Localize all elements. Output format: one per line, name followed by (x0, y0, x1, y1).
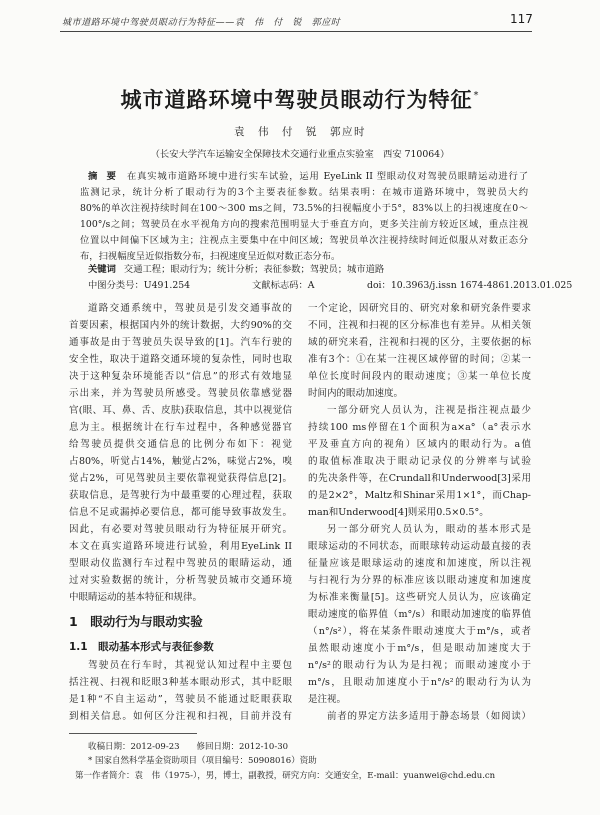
body-text-line: 时间内的眼动加速度。 (308, 388, 404, 399)
abstract-line: 布，扫视幅度呈近似指数分布，扫视速度呈近似对数正态分布。 (80, 251, 341, 262)
body-text-line: 本文在真实道路环境进行试验，利用EyeLink II (69, 541, 292, 552)
body-text-line: 前者的界定方法多适用于静态场景（如阅读） (327, 711, 531, 722)
header-rule (60, 31, 532, 32)
footnote-rule (69, 733, 197, 734)
body-text-line: 的是2×2°，Maltz和Shinar采用1×1°，而Chap- (308, 490, 531, 501)
abstract-line: 位置以中间偏下区域为主；注视点主要集中在中间区域；驾驶员单次注视持续时间近似服从对数正态分 (80, 235, 528, 246)
abstract-label: 摘 要 (88, 171, 116, 182)
page-number: 117 (510, 12, 533, 26)
body-text-line: 单位长度时间段内的眼动速度；③某一单位长度 (308, 371, 531, 382)
body-text-line: 示出来，并为驾驶员所感受。驾驶员依靠感觉器 (69, 388, 292, 399)
body-text-line: （n°/s²），将在某条件眼动速度大于m°/s，或者 (308, 626, 531, 637)
body-text-line: 准有3个：①在某一注视区域停留的时间；②某一 (308, 354, 531, 365)
body-text-line: 过对实验数据的统计，分析驾驶员城市交通环境 (69, 575, 292, 586)
body-text-line: 持续100 ms停留在1个面积为a×a°（a°表示水 (308, 422, 531, 433)
title-footnote-marker: * (473, 90, 480, 101)
body-text-line: 首要因素，根据国内外的统计数据，大约90%的交 (69, 320, 292, 331)
velocity-criterion-paragraph (308, 521, 531, 708)
footnote-dates: 收稿日期：2012-09-23 修回日期：2012-10-30 (88, 742, 289, 752)
body-text-line: 的取值标准取决于眼动记录仪的分辨率与试验 (308, 456, 531, 467)
footnote-author-bio: 第一作者简介：袁 伟（1975-），男，博士，副教授，研究方向：交通安全，E-mail：yuanwei@chd.edu.cn (75, 771, 496, 781)
running-header-title: 城市道路环境中驾驶员眼动行为特征——袁 伟 付 锐 郭应时 (62, 18, 341, 28)
article-title (0, 84, 600, 114)
body-text-line: n°/s²的眼动行为认为是扫视；而眼动速度小于 (308, 660, 531, 671)
body-text-line: 括注视、扫视和眨眼3种基本眼动形式，其中眨眼 (69, 677, 292, 688)
section-1-1-paragraph (69, 657, 292, 725)
body-text-line: 域的研究来看，注视和扫视的区分，主要依据的标 (308, 337, 531, 348)
abstract-line: 80%的单次注视持续时间在100～300 ms之间，73.5%的扫视幅度小于5°，83%以上的扫视速度在0～ (80, 203, 528, 214)
body-text-line: 眼动速度的临界值（m°/s）和眼动加速度的临界值 (308, 609, 531, 620)
abstract-body (80, 169, 528, 265)
abstract-line: 监测记录，统计分析了眼动行为的3个主要表征参数。结果表明：在城市道路环境中，驾驶员大约 (80, 187, 528, 198)
article-title-text: 城市道路环境中驾驶员眼动行为特征 (120, 88, 473, 112)
body-text-line: 是1种“不自主运动”，驾驶员不能通过眨眼获取 (69, 694, 292, 705)
body-text-line: 息为主。根据统计在行车过程中，各种感觉器官 (69, 422, 292, 433)
body-text-line: 决于这种复杂环境能否以“信息”的形式有效地显 (69, 371, 292, 382)
body-text-line: 虽然眼动速度小于m°/s，但是眼动加速度大于 (308, 643, 531, 654)
body-text-line: 驾驶员在行车时，其视觉认知过程中主要包 (88, 660, 292, 671)
body-text-line: 因此，有必要对驾驶员眼动行为特征展开研究。 (69, 524, 292, 535)
closing-paragraph (308, 708, 531, 725)
body-text-line: 不同，注视和扫视的区分标准也有差异。从相关领 (308, 320, 531, 331)
continued-paragraph (308, 300, 531, 402)
body-text-line: 道路交通系统中，驾驶员是引发交通事故的 (88, 303, 292, 314)
body-text-line: 给驾驶员提供交通信息的比例分布如下：视觉 (69, 439, 292, 450)
body-text-line: 另一部分研究人员认为，眼动的基本形式是 (327, 524, 531, 535)
body-text-line: 通事故是由于驾驶员失误导致的[1]。汽车行驶的 (69, 337, 292, 348)
intro-paragraph (69, 300, 292, 606)
body-text-line: 平及垂直方向的视角）区域内的眼动行为。a值 (308, 439, 531, 450)
section-heading-1: 1 眼动行为与眼动实验 (69, 614, 203, 629)
fixation-definition-paragraph (308, 402, 531, 521)
body-text-line: 中眼睛运动的基本特征和规律。 (69, 592, 203, 603)
body-text-line: 到相关信息。如何区分注视和扫视，目前并没有 (69, 711, 292, 722)
body-text-line: 的先决条件等，在Crundall和Underwood[3]采用 (308, 473, 531, 484)
section-heading-1-1: 1.1 眼动基本形式与表征参数 (69, 641, 214, 653)
body-text-line: 安全性，取决于道路交通环境的复杂性，同时也取 (69, 354, 292, 365)
keywords (88, 262, 528, 278)
keywords-text: 交通工程；眼动行为；统计分析；表征参数；驾驶员；城市道路 (123, 264, 385, 275)
body-text-line: 型眼动仪监测行车过程中驾驶员的眼睛运动，通 (69, 558, 292, 569)
body-text-line: 官(眼、耳、鼻、舌、皮肤)获取信息，其中以视觉信 (69, 405, 292, 416)
body-text-line: 信息不足或漏掉必要信息，都可能导致事故发生。 (69, 507, 292, 518)
affiliation: （长安大学汽车运输安全保障技术交通行业重点实验室 西安 710064） (150, 149, 450, 160)
body-text-line: 获取信息，是驾驶行为中最重要的心理过程，获取 (69, 490, 292, 501)
body-text-line: 占80%，听觉占14%，触觉占2%，味觉占2%，嗅 (69, 456, 292, 467)
clc-number: 中图分类号：U491.254 (88, 280, 191, 291)
body-text-line: m°/s，且眼动加速度小于n°/s²的眼动行为认为 (308, 677, 531, 688)
body-text-line: 是注视。 (308, 694, 347, 705)
body-text-line: 一个定论，因研究目的、研究对象和研究条件要求 (308, 303, 531, 314)
author-list: 袁 伟 付 锐 郭应时 (234, 126, 366, 138)
body-text-line: 征量应该是眼球运动的速度和加速度，所以注视 (308, 558, 531, 569)
body-text-line: man和Underwood[4]则采用0.5×0.5°。 (308, 507, 489, 518)
body-text-line: 觉占2%，可见驾驶员主要依靠视觉获得信息[2]。 (69, 473, 292, 484)
abstract-line: 100°/s之间；驾驶员在水平视角方向的搜索范围明显大于垂直方向，更多关注前方较近区域，重点注视 (80, 219, 528, 230)
abstract-line: 在真实城市道路环境中进行实车试验，运用 EyeLink II 型眼动仪对驾驶员眼睛运动进行了 (127, 171, 528, 182)
document-code: 文献标志码：A (252, 280, 315, 291)
body-text-line: 眼球运动的不同状态，而眼球转动运动最直接的表 (308, 541, 531, 552)
body-text-line: 为标准来衡量[5]。这些研究人员认为，应该确定 (308, 592, 531, 603)
keywords-label: 关键词 (88, 264, 116, 275)
footnote-funding: * 国家自然科学基金资助项目（项目编号：50908016）资助 (88, 756, 317, 766)
body-text-line: 与扫视行为分界的标准应该以眼动速度和加速度 (308, 575, 531, 586)
doi: doi：10.3963/j.issn 1674-4861.2013.01.025 (367, 280, 573, 291)
body-text-line: 一部分研究人员认为，注视是指注视点最少 (327, 405, 531, 416)
